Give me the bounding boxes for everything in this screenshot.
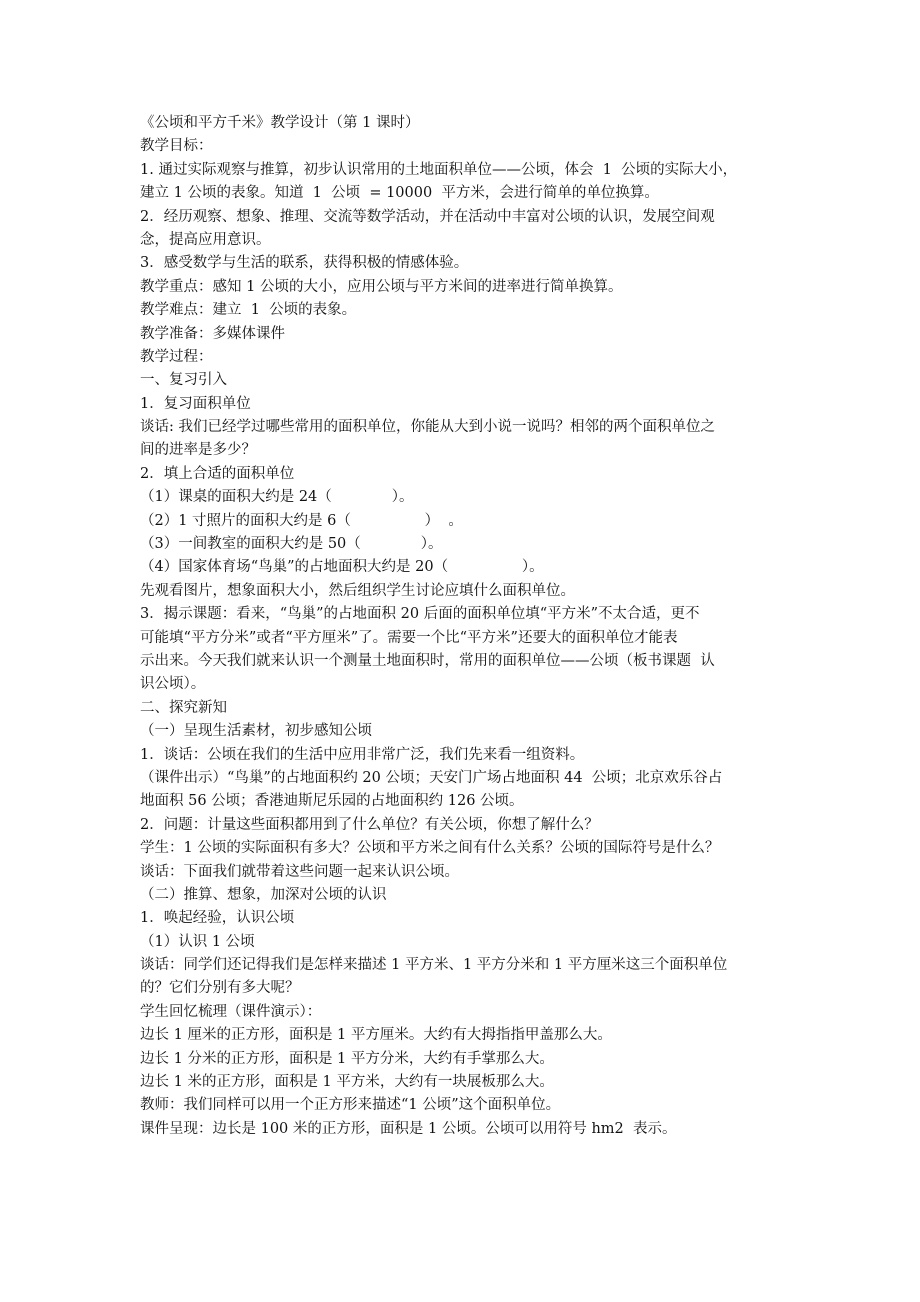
- paragraph-line: 2．经历观察、想象、推理、交流等数学活动，并在活动中丰富对公顷的认识，发展空间观: [140, 208, 715, 225]
- paragraph-line: 间的进率是多少？: [140, 442, 256, 459]
- section-heading: 一、复习引入: [140, 372, 227, 389]
- paragraph-line: 示出来。今天我们就来认识一个测量土地面积时，常用的面积单位——公顷（板书课题 认: [140, 652, 715, 669]
- list-item: （1）认识 1 公顷: [140, 933, 255, 950]
- section-heading: 二、探究新知: [140, 699, 227, 716]
- section-heading: 教学目标：: [140, 138, 213, 155]
- paragraph-line: 地面积 56 公顷；香港迪斯尼乐园的占地面积约 126 公顷。: [140, 793, 524, 810]
- paragraph-line: 边长 1 分米的正方形，面积是 1 平方分米，大约有手掌那么大。: [140, 1050, 554, 1067]
- paragraph-line: 课件呈现：边长是 100 米的正方形，面积是 1 公顷。公顷可以用符号 hm2 表示。: [140, 1120, 677, 1137]
- section-heading: 教学过程：: [140, 348, 213, 365]
- paragraph-line: 谈话：下面我们就带着这些问题一起来认识公顷。: [140, 863, 459, 880]
- list-item: （1）课桌的面积大约是 24（ ）。: [140, 489, 414, 506]
- paragraph-line: 边长 1 厘米的正方形，面积是 1 平方厘米。大约有大拇指指甲盖那么大。: [140, 1027, 612, 1044]
- paragraph-line: 1．复习面积单位: [140, 395, 251, 412]
- paragraph-line: 1．谈话：公顷在我们的生活中应用非常广泛，我们先来看一组资料。: [140, 746, 585, 763]
- paragraph-line: 可能填“平方分米”或者“平方厘米”了。需要一个比“平方米”还要大的面积单位才能表: [140, 629, 678, 646]
- paragraph-line: 谈话：同学们还记得我们是怎样来描述 1 平方米、1 平方分米和 1 平方厘米这三个面积单位: [140, 957, 728, 974]
- subsection-heading: （一）呈现生活素材，初步感知公顷: [140, 723, 372, 740]
- doc-title: 《公顷和平方千米》教学设计（第 1 课时）: [140, 115, 420, 131]
- list-item: （3）一间教室的面积大约是 50（ ）。: [140, 536, 443, 553]
- paragraph-line: （课件出示）“鸟巢”的占地面积约 20 公顷；天安门广场占地面积 44 公顷；北京欢乐谷占: [140, 769, 723, 786]
- paragraph-line: 识公顷）。: [140, 676, 206, 693]
- paragraph-line: 教学重点：感知 1 公顷的大小，应用公顷与平方米间的进率进行简单换算。: [140, 278, 623, 295]
- paragraph-line: 建立 1 公顷的表象。知道 1 公顷 = 10000 平方米，会进行简单的单位换算。: [140, 185, 659, 202]
- paragraph-line: 学生回忆梳理（课件演示）：: [140, 1003, 322, 1020]
- list-item: （4）国家体育场“鸟巢”的占地面积大约是 20（ ）。: [140, 559, 544, 576]
- paragraph-line: 的？它们分别有多大呢？: [140, 980, 300, 997]
- paragraph-line: 教学准备：多媒体课件: [140, 325, 285, 342]
- paragraph-line: 边长 1 米的正方形，面积是 1 平方米，大约有一块展板那么大。: [140, 1074, 554, 1091]
- document-body: [140, 112, 785, 1141]
- paragraph-line: 念，提高应用意识。: [140, 231, 271, 248]
- paragraph-line: 先观看图片，想象面积大小，然后组织学生讨论应填什么面积单位。: [140, 582, 575, 599]
- paragraph-line: 学生：1 公顷的实际面积有多大？公顷和平方米之间有什么关系？公顷的国际符号是什么？: [140, 840, 720, 857]
- paragraph-line: 1. 通过实际观察与推算，初步认识常用的土地面积单位——公顷，体会 1 公顷的实际大小，: [140, 161, 738, 178]
- paragraph-line: 1．唤起经验，认识公顷: [140, 910, 295, 927]
- paragraph-line: 教学难点：建立 1 公顷的表象。: [140, 302, 357, 319]
- paragraph-line: 2．填上合适的面积单位: [140, 465, 295, 482]
- paragraph-line: 教师：我们同样可以用一个正方形来描述“1 公顷”这个面积单位。: [140, 1097, 561, 1114]
- paragraph-line: 谈话: 我们已经学过哪些常用的面积单位，你能从大到小说一说吗？相邻的两个面积单位之: [140, 419, 715, 436]
- paragraph-line: 3．感受数学与生活的联系，获得积极的情感体验。: [140, 255, 469, 272]
- subsection-heading: （二）推算、想象，加深对公顷的认识: [140, 886, 387, 903]
- paragraph-line: 2．问题：计量这些面积都用到了什么单位？有关公顷，你想了解什么？: [140, 816, 599, 833]
- list-item: （2）1 寸照片的面积大约是 6（ ） 。: [140, 512, 463, 529]
- paragraph-line: 3．揭示课题：看来，“鸟巢”的占地面积 20 后面的面积单位填“平方米”不太合适，更不: [140, 606, 700, 623]
